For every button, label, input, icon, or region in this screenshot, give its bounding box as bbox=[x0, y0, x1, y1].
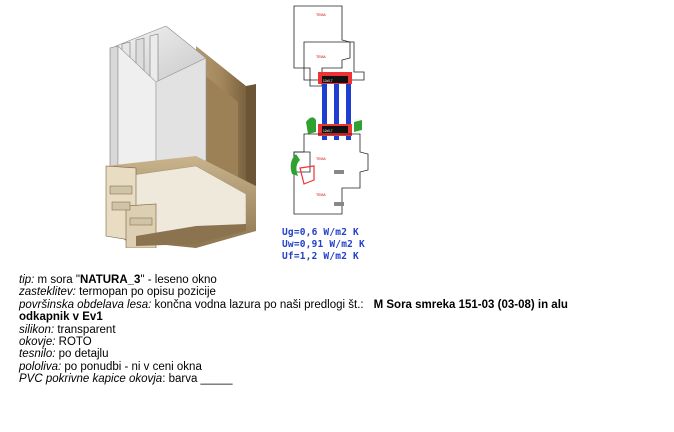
brand-tag-bottom: TEMA bbox=[316, 193, 326, 197]
brand-tag-lower: TEMA bbox=[316, 157, 326, 161]
window-corner-render bbox=[96, 26, 278, 248]
model-name: NATURA_3 bbox=[79, 274, 141, 286]
spec-tesnilo: tesnilo: po detajlu bbox=[19, 348, 109, 361]
spec-pvc: PVC pokrivne kapice okovja: barva _____ bbox=[19, 373, 233, 386]
drip-cap-red bbox=[300, 166, 314, 184]
profile-section-drawing bbox=[282, 2, 388, 222]
brand-tag-mid: TEMA bbox=[316, 55, 326, 59]
glass-pane-2 bbox=[334, 84, 339, 126]
glass-tag-bottom: 12x0,7 bbox=[323, 129, 333, 133]
spec-zasteklitev: zasteklitev: termopan po opisu pozicije bbox=[19, 286, 216, 299]
spec-povrsinska: površinska obdelava lesa: končna vodna lazura po naši predlogi št.: M Sora smreka 151-03 (03-08) in alu bbox=[19, 298, 568, 311]
spec-pololiva: pololiva: po ponudbi - ni v ceni okna bbox=[19, 360, 202, 373]
glass-pane-3 bbox=[346, 84, 351, 126]
seal-green-upper bbox=[306, 117, 316, 134]
drip-seal-green bbox=[291, 154, 300, 176]
finish-code: M Sora smreka 151-03 (03-08) in alu bbox=[373, 298, 568, 311]
uf-value: Uf=1,2 W/m2 K bbox=[282, 251, 359, 262]
brand-tag-top: TEMA bbox=[316, 13, 326, 17]
ug-value: Ug=0,6 W/m2 K bbox=[282, 227, 359, 238]
specification-block bbox=[19, 274, 659, 386]
spec-silikon: silikon: transparent bbox=[19, 323, 116, 336]
u-values bbox=[282, 227, 365, 263]
tip-label: tip: bbox=[19, 274, 35, 286]
glass-pane-1 bbox=[322, 84, 327, 126]
spec-okovje: okovje: ROTO bbox=[19, 336, 92, 349]
lower-frame-outline bbox=[294, 134, 368, 214]
glass-tag-top: 12x0,7 bbox=[323, 79, 333, 83]
spec-tip: tip: m sora "NATURA_3" - leseno okno bbox=[19, 274, 217, 286]
spec-odkapnik: odkapnik v Ev1 bbox=[19, 311, 103, 324]
uw-value: Uw=0,91 W/m2 K bbox=[282, 239, 365, 250]
